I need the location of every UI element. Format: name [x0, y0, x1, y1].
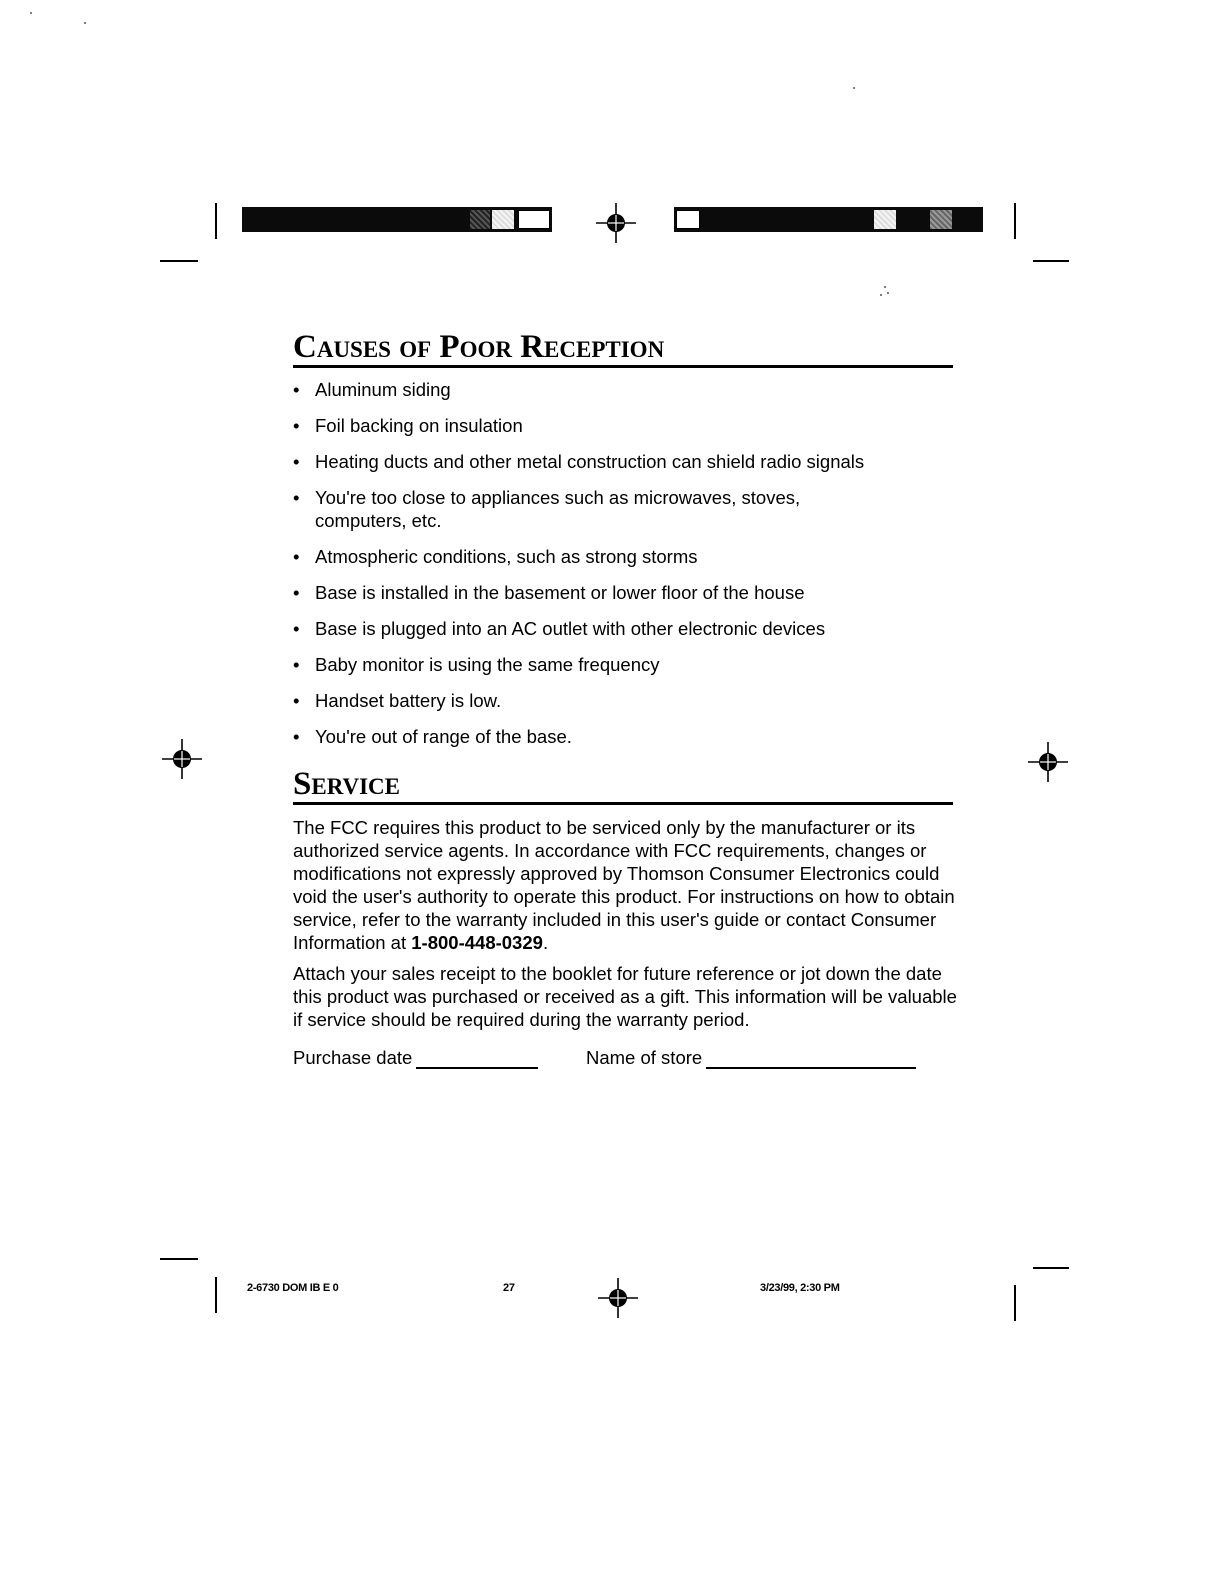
service-heading: Service	[293, 767, 953, 805]
calibration-cell	[518, 210, 550, 229]
calibration-cell	[470, 210, 490, 229]
crop-mark-top-left-vertical	[215, 203, 217, 239]
calibration-cell	[930, 210, 952, 229]
consumer-info-phone: 1-800-448-0329	[411, 932, 543, 953]
footer-timestamp: 3/23/99, 2:30 PM	[760, 1282, 840, 1294]
calibration-cell	[676, 210, 700, 229]
list-item: • You're too close to appliances such as microwaves, stoves, computers, etc.	[293, 486, 875, 532]
footer-page-number: 27	[503, 1282, 515, 1294]
store-name-field	[586, 1046, 916, 1069]
store-name-label: Name of store	[586, 1047, 703, 1068]
list-item: • Base is installed in the basement or lower floor of the house	[293, 581, 953, 604]
receipt-paragraph: Attach your sales receipt to the booklet for future reference or jot down the date this product was purchased or received as a gift. This information will be valuable if service should be required during the warranty period.	[293, 963, 957, 1030]
service-paragraph-text: The FCC requires this product to be serviced only by the manufacturer or its authorized service agents. In accordance with FCC requirements, changes or modifications not expressly approved by Thomson Consumer Electronics could void the user's authority to operate this product. For instructions on how to obtain service, refer to the warranty included in this user's guide or contact Consumer Information at	[293, 817, 955, 953]
calibration-bar-right	[674, 207, 983, 232]
list-item: • Baby monitor is using the same frequency	[293, 653, 953, 676]
list-item: • Heating ducts and other metal construction can shield radio signals	[293, 450, 953, 473]
list-item: • Aluminum siding	[293, 378, 953, 401]
reception-causes-list	[293, 378, 953, 761]
scan-speck	[30, 12, 32, 14]
purchase-date-blank	[416, 1047, 538, 1069]
purchase-date-field	[293, 1046, 538, 1069]
crosshair-target-icon	[1027, 741, 1069, 783]
crosshair-target-icon	[597, 1277, 639, 1319]
crosshair-target-icon	[161, 738, 203, 780]
list-item: • Atmospheric conditions, such as strong storms	[293, 545, 953, 568]
calibration-cell	[874, 210, 896, 229]
scan-speck	[84, 22, 86, 24]
reception-heading: Causes of Poor Reception	[293, 330, 953, 368]
crop-mark-bottom-left-vertical	[215, 1277, 217, 1313]
crop-mark-top-right-horizontal	[1033, 260, 1069, 262]
crosshair-target-icon	[595, 202, 637, 244]
calibration-cell	[492, 210, 514, 229]
crop-mark-bottom-left-horizontal	[160, 1258, 198, 1260]
calibration-bar-left	[242, 207, 552, 232]
store-name-blank	[706, 1047, 916, 1069]
list-item: • Base is plugged into an AC outlet with other electronic devices	[293, 617, 953, 640]
scan-speck	[887, 292, 889, 294]
crop-mark-bottom-right-horizontal	[1033, 1267, 1069, 1269]
list-item: • You're out of range of the base.	[293, 725, 953, 748]
scan-speck	[880, 294, 882, 296]
purchase-date-label: Purchase date	[293, 1047, 413, 1068]
list-item: • Handset battery is low.	[293, 689, 953, 712]
footer-doc-code: 2-6730 DOM IB E 0	[247, 1282, 339, 1294]
list-item: • Foil backing on insulation	[293, 414, 953, 437]
scan-speck	[853, 87, 855, 89]
crop-mark-top-left-horizontal	[160, 260, 198, 262]
scan-speck	[884, 286, 886, 288]
service-paragraph: The FCC requires this product to be serviced only by the manufacturer or its authorized service agents. In accordance with FCC requirements, changes or modifications not expressly approved by Thomson Consumer Electronics could void the user's authority to operate this product. For instructions on how to obtain service, refer to the warranty included in this user's guide or contact Consumer Information at 1-800-448-0329.	[293, 817, 955, 953]
crop-mark-top-right-vertical	[1014, 203, 1016, 239]
crop-mark-bottom-right-vertical	[1014, 1285, 1016, 1321]
